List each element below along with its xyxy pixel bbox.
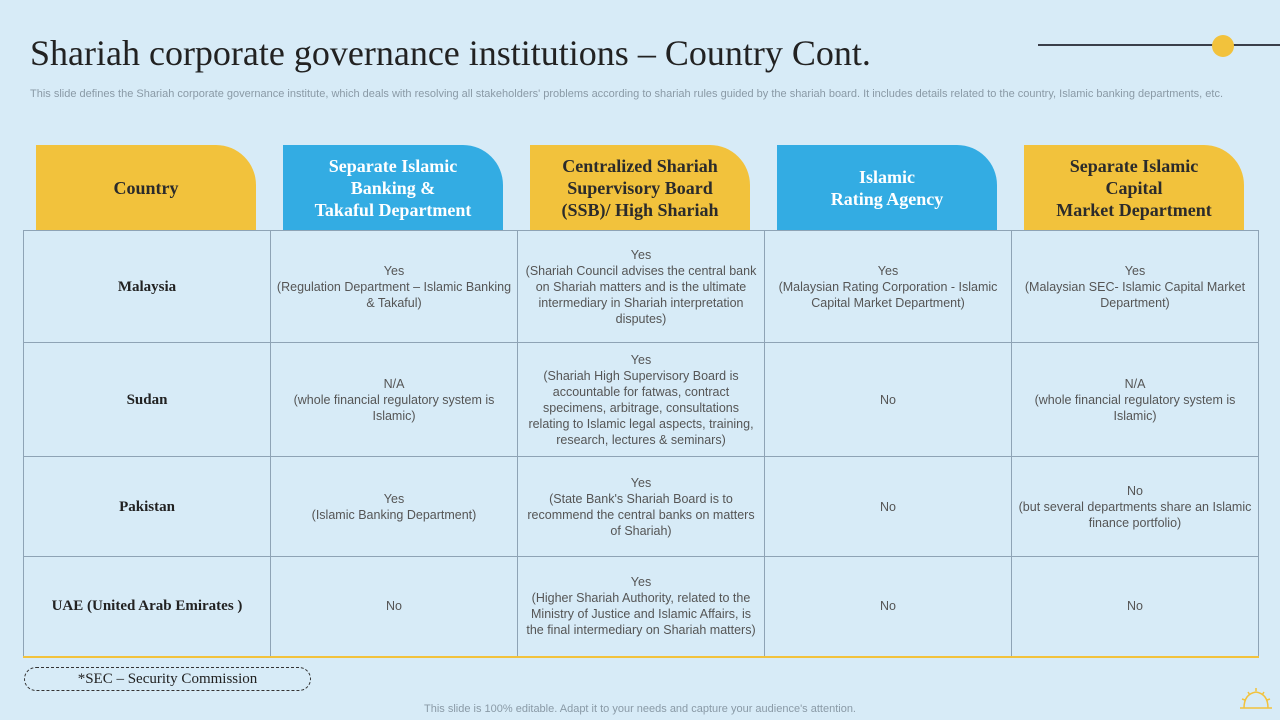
slide-title: Shariah corporate governance institutions – Country Cont. bbox=[30, 33, 871, 73]
country-cell: Pakistan bbox=[24, 457, 271, 557]
table-cell: No bbox=[765, 557, 1012, 657]
column-headers bbox=[36, 145, 1257, 230]
table-cell: No bbox=[765, 457, 1012, 557]
table-cell: Yes (Shariah High Supervisory Board is accountable for fatwas, contract specimens, arbitrage, consultations relating to Islamic legal aspects, training, research, lectures & seminars) bbox=[518, 343, 765, 457]
header-label: Centralized Shariah Supervisory Board (SSB)/ High Shariah bbox=[561, 155, 719, 220]
table-cell: N/A (whole financial regulatory system is Islamic) bbox=[1012, 343, 1259, 457]
country-cell: Malaysia bbox=[24, 231, 271, 343]
table-cell: Yes (State Bank's Shariah Board is to recommend the central banks on matters of Shariah) bbox=[518, 457, 765, 557]
table-cell: Yes (Islamic Banking Department) bbox=[271, 457, 518, 557]
gear-icon bbox=[1236, 682, 1276, 714]
table-cell: Yes (Malaysian Rating Corporation - Islamic Capital Market Department) bbox=[765, 231, 1012, 343]
governance-table bbox=[23, 230, 1259, 658]
table-cell: No bbox=[765, 343, 1012, 457]
table-cell: Yes (Higher Shariah Authority, related to the Ministry of Justice and Islamic Affairs, is the final intermediary on Shariah matters) bbox=[518, 557, 765, 657]
header-label: Country bbox=[113, 177, 179, 198]
header-banking-takaful bbox=[283, 145, 503, 230]
decorative-line bbox=[1038, 44, 1280, 46]
header-capital-market bbox=[1024, 145, 1244, 230]
table-cell: Yes (Regulation Department – Islamic Banking & Takaful) bbox=[271, 231, 518, 343]
footnote-badge: *SEC – Security Commission bbox=[24, 667, 311, 691]
table-row bbox=[24, 231, 1259, 343]
decorative-dot bbox=[1212, 35, 1234, 57]
country-cell: Sudan bbox=[24, 343, 271, 457]
table-cell: No bbox=[1012, 557, 1259, 657]
header-label: Separate Islamic Banking & Takaful Department bbox=[314, 155, 472, 220]
header-country bbox=[36, 145, 256, 230]
header-label: Separate Islamic Capital Market Department bbox=[1056, 155, 1212, 220]
table-row bbox=[24, 343, 1259, 457]
table-row bbox=[24, 457, 1259, 557]
table-cell: N/A (whole financial regulatory system is Islamic) bbox=[271, 343, 518, 457]
header-rating-agency bbox=[777, 145, 997, 230]
table-cell: Yes (Malaysian SEC- Islamic Capital Market Department) bbox=[1012, 231, 1259, 343]
header-label: Islamic Rating Agency bbox=[830, 166, 944, 209]
table-cell: No (but several departments share an Islamic finance portfolio) bbox=[1012, 457, 1259, 557]
table-cell: Yes (Shariah Council advises the central bank on Shariah matters and is the ultimate intermediary in Shariah interpretation disputes) bbox=[518, 231, 765, 343]
table-cell: No bbox=[271, 557, 518, 657]
table-row bbox=[24, 557, 1259, 657]
country-cell: UAE (United Arab Emirates ) bbox=[24, 557, 271, 657]
footer-text: This slide is 100% editable. Adapt it to your needs and capture your audience's attention. bbox=[424, 703, 856, 715]
slide-description: This slide defines the Shariah corporate governance institute, which deals with resolving all stakeholders' problems according to shariah rules guided by the shariah board. It includes details related to the country, Islamic banking departments, etc. bbox=[30, 88, 1223, 100]
header-supervisory-board bbox=[530, 145, 750, 230]
